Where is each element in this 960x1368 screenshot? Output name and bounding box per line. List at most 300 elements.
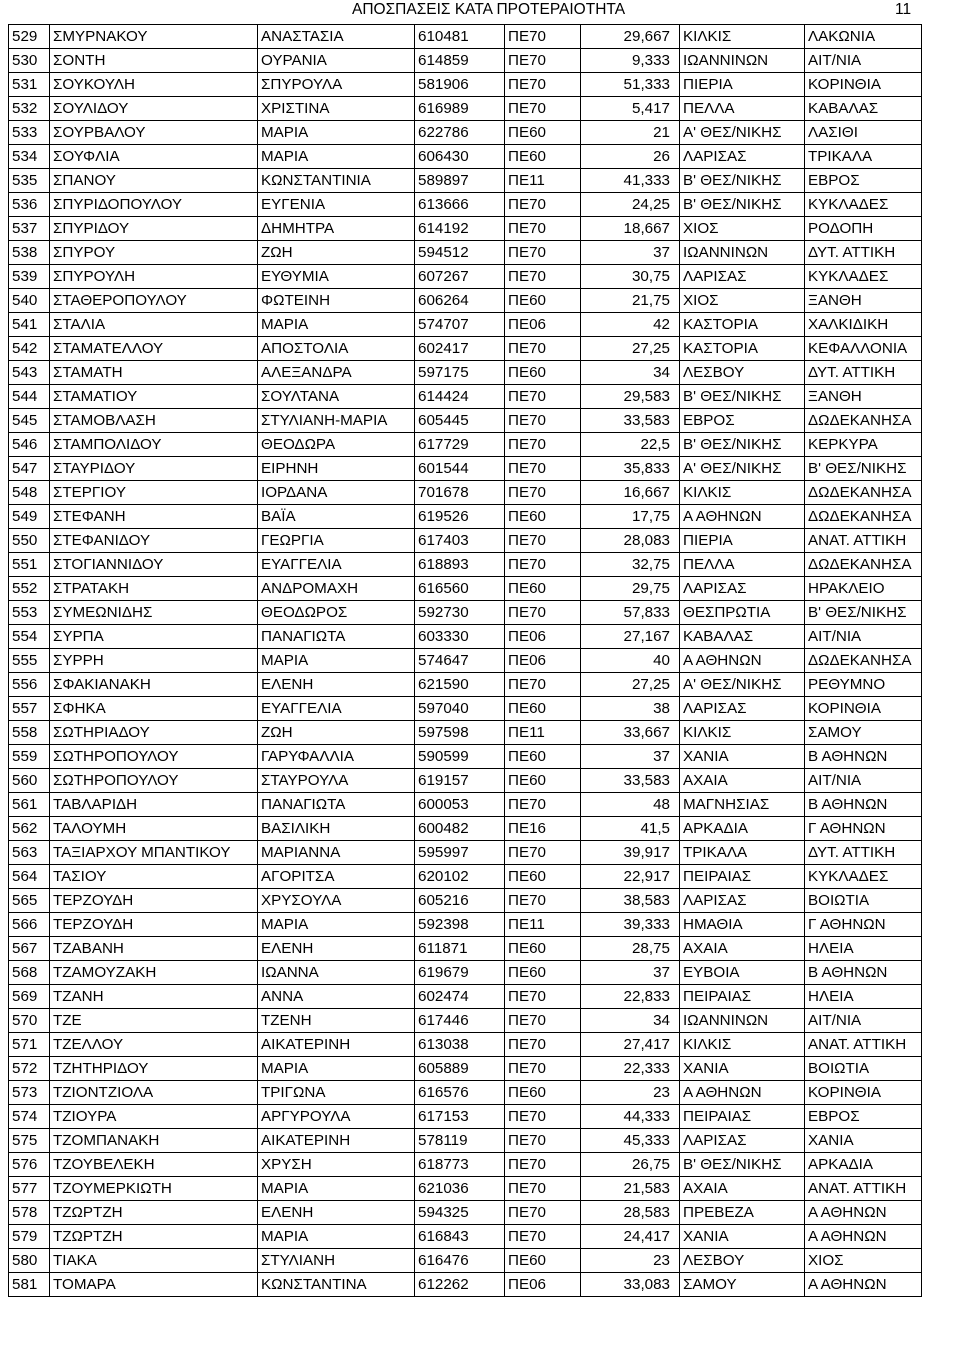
registry-number-cell: 600053 — [415, 793, 505, 817]
first-name-cell: ΔΗΜΗΤΡΑ — [258, 217, 415, 241]
score-cell: 37 — [581, 961, 680, 985]
specialty-cell: ΠΕ70 — [505, 1225, 581, 1249]
registry-number-cell: 701678 — [415, 481, 505, 505]
first-name-cell: ΜΑΡΙΑ — [258, 1177, 415, 1201]
registry-number-cell: 620102 — [415, 865, 505, 889]
table-row — [9, 289, 922, 313]
specialty-cell: ΠΕ11 — [505, 169, 581, 193]
table-row — [9, 721, 922, 745]
registry-number-cell: 594325 — [415, 1201, 505, 1225]
destination-area-cell: ΑΙΤ/ΝΙΑ — [805, 49, 922, 73]
table-row — [9, 1105, 922, 1129]
score-cell: 41,5 — [581, 817, 680, 841]
origin-area-cell: ΛΑΡΙΣΑΣ — [680, 145, 805, 169]
destination-area-cell: ΕΒΡΟΣ — [805, 1105, 922, 1129]
surname-cell: ΤΖΑΜΟΥΖΑΚΗ — [50, 961, 258, 985]
row-index-cell: 542 — [9, 337, 50, 361]
table-row — [9, 169, 922, 193]
surname-cell: ΣΤΑΜΑΤΗ — [50, 361, 258, 385]
surname-cell: ΣΤΡΑΤΑΚΗ — [50, 577, 258, 601]
specialty-cell: ΠΕ16 — [505, 817, 581, 841]
row-index-cell: 557 — [9, 697, 50, 721]
row-index-cell: 581 — [9, 1273, 50, 1297]
registry-number-cell: 589897 — [415, 169, 505, 193]
first-name-cell: ΕΛΕΝΗ — [258, 673, 415, 697]
row-index-cell: 561 — [9, 793, 50, 817]
first-name-cell: ΠΑΝΑΓΙΩΤΑ — [258, 625, 415, 649]
score-cell: 29,583 — [581, 385, 680, 409]
table-row — [9, 313, 922, 337]
origin-area-cell: ΕΒΡΟΣ — [680, 409, 805, 433]
score-cell: 38 — [581, 697, 680, 721]
score-cell: 48 — [581, 793, 680, 817]
first-name-cell: ΓΑΡΥΦΑΛΛΙΑ — [258, 745, 415, 769]
registry-number-cell: 574707 — [415, 313, 505, 337]
table-row — [9, 193, 922, 217]
registry-number-cell: 602474 — [415, 985, 505, 1009]
specialty-cell: ΠΕ70 — [505, 385, 581, 409]
origin-area-cell: ΑΡΚΑΔΙΑ — [680, 817, 805, 841]
first-name-cell: ΤΡΙΓΩΝΑ — [258, 1081, 415, 1105]
destination-area-cell: ΑΙΤ/ΝΙΑ — [805, 625, 922, 649]
score-cell: 57,833 — [581, 601, 680, 625]
origin-area-cell: ΧΙΟΣ — [680, 217, 805, 241]
surname-cell: ΣΠΥΡΙΔΟΥ — [50, 217, 258, 241]
row-index-cell: 573 — [9, 1081, 50, 1105]
destination-area-cell: ΛΑΣΙΘΙ — [805, 121, 922, 145]
specialty-cell: ΠΕ70 — [505, 265, 581, 289]
origin-area-cell: ΠΕΙΡΑΙΑΣ — [680, 1105, 805, 1129]
registry-number-cell: 616576 — [415, 1081, 505, 1105]
specialty-cell: ΠΕ60 — [505, 577, 581, 601]
destination-area-cell: ΞΑΝΘΗ — [805, 385, 922, 409]
table-row — [9, 673, 922, 697]
score-cell: 18,667 — [581, 217, 680, 241]
origin-area-cell: ΙΩΑΝΝΙΝΩΝ — [680, 241, 805, 265]
row-index-cell: 579 — [9, 1225, 50, 1249]
score-cell: 45,333 — [581, 1129, 680, 1153]
origin-area-cell: Α ΑΘΗΝΩΝ — [680, 1081, 805, 1105]
specialty-cell: ΠΕ70 — [505, 481, 581, 505]
surname-cell: ΣΦΗΚΑ — [50, 697, 258, 721]
surname-cell: ΤΕΡΖΟΥΔΗ — [50, 889, 258, 913]
score-cell: 44,333 — [581, 1105, 680, 1129]
origin-area-cell: Β' ΘΕΣ/ΝΙΚΗΣ — [680, 169, 805, 193]
specialty-cell: ΠΕ70 — [505, 25, 581, 49]
destination-area-cell: ΚΥΚΛΑΔΕΣ — [805, 265, 922, 289]
surname-cell: ΣΥΡΡΗ — [50, 649, 258, 673]
registry-number-cell: 594512 — [415, 241, 505, 265]
destination-area-cell: Β ΑΘΗΝΩΝ — [805, 745, 922, 769]
score-cell: 37 — [581, 241, 680, 265]
specialty-cell: ΠΕ70 — [505, 457, 581, 481]
first-name-cell: ΜΑΡΙΑ — [258, 1057, 415, 1081]
table-row — [9, 1249, 922, 1273]
origin-area-cell: ΘΕΣΠΡΩΤΙΑ — [680, 601, 805, 625]
first-name-cell: ΤΖΕΝΗ — [258, 1009, 415, 1033]
destination-area-cell: ΑΝΑΤ. ΑΤΤΙΚΗ — [805, 529, 922, 553]
row-index-cell: 558 — [9, 721, 50, 745]
score-cell: 22,833 — [581, 985, 680, 1009]
table-row — [9, 1033, 922, 1057]
page-number: 11 — [895, 1, 912, 18]
surname-cell: ΤΖΟΜΠΑΝΑΚΗ — [50, 1129, 258, 1153]
table-row — [9, 961, 922, 985]
registry-number-cell: 614192 — [415, 217, 505, 241]
origin-area-cell: ΠΕΙΡΑΙΑΣ — [680, 865, 805, 889]
score-cell: 28,083 — [581, 529, 680, 553]
score-cell: 34 — [581, 361, 680, 385]
row-index-cell: 551 — [9, 553, 50, 577]
destination-area-cell: ΚΕΦΑΛΛΟΝΙΑ — [805, 337, 922, 361]
surname-cell: ΣΦΑΚΙΑΝΑΚΗ — [50, 673, 258, 697]
score-cell: 9,333 — [581, 49, 680, 73]
origin-area-cell: ΙΩΑΝΝΙΝΩΝ — [680, 1009, 805, 1033]
first-name-cell: ΙΟΡΔΑΝΑ — [258, 481, 415, 505]
origin-area-cell: ΠΙΕΡΙΑ — [680, 73, 805, 97]
first-name-cell: ΒΑΣΙΛΙΚΗ — [258, 817, 415, 841]
score-cell: 5,417 — [581, 97, 680, 121]
origin-area-cell: ΛΑΡΙΣΑΣ — [680, 577, 805, 601]
destination-area-cell: ΔΩΔΕΚΑΝΗΣΑ — [805, 553, 922, 577]
first-name-cell: ΕΛΕΝΗ — [258, 937, 415, 961]
table-row — [9, 601, 922, 625]
table-row — [9, 817, 922, 841]
specialty-cell: ΠΕ70 — [505, 793, 581, 817]
first-name-cell: ΑΛΕΞΑΝΔΡΑ — [258, 361, 415, 385]
origin-area-cell: ΚΙΛΚΙΣ — [680, 721, 805, 745]
score-cell: 30,75 — [581, 265, 680, 289]
registry-number-cell: 616560 — [415, 577, 505, 601]
row-index-cell: 550 — [9, 529, 50, 553]
registry-number-cell: 605445 — [415, 409, 505, 433]
table-row — [9, 1273, 922, 1297]
surname-cell: ΣΩΤΗΡΟΠΟΥΛΟΥ — [50, 745, 258, 769]
origin-area-cell: ΙΩΑΝΝΙΝΩΝ — [680, 49, 805, 73]
score-cell: 23 — [581, 1249, 680, 1273]
origin-area-cell: ΛΑΡΙΣΑΣ — [680, 697, 805, 721]
registry-number-cell: 605216 — [415, 889, 505, 913]
specialty-cell: ΠΕ70 — [505, 97, 581, 121]
surname-cell: ΣΥΜΕΩΝΙΔΗΣ — [50, 601, 258, 625]
origin-area-cell: ΗΜΑΘΙΑ — [680, 913, 805, 937]
destination-area-cell: ΡΕΘΥΜΝΟ — [805, 673, 922, 697]
registry-number-cell: 601544 — [415, 457, 505, 481]
surname-cell: ΣΩΤΗΡΟΠΟΥΛΟΥ — [50, 769, 258, 793]
row-index-cell: 543 — [9, 361, 50, 385]
surname-cell: ΣΥΡΠΑ — [50, 625, 258, 649]
row-index-cell: 567 — [9, 937, 50, 961]
surname-cell: ΣΤΟΓΙΑΝΝΙΔΟΥ — [50, 553, 258, 577]
table-row — [9, 337, 922, 361]
destination-area-cell: ΔΩΔΕΚΑΝΗΣΑ — [805, 505, 922, 529]
row-index-cell: 545 — [9, 409, 50, 433]
specialty-cell: ΠΕ06 — [505, 649, 581, 673]
registry-number-cell: 592730 — [415, 601, 505, 625]
specialty-cell: ΠΕ60 — [505, 361, 581, 385]
first-name-cell: ΣΤΥΛΙΑΝΗ-ΜΑΡΙΑ — [258, 409, 415, 433]
specialty-cell: ΠΕ70 — [505, 529, 581, 553]
row-index-cell: 549 — [9, 505, 50, 529]
surname-cell: ΣΟΝΤΗ — [50, 49, 258, 73]
surname-cell: ΣΟΥΦΛΙΑ — [50, 145, 258, 169]
registry-number-cell: 611871 — [415, 937, 505, 961]
destination-area-cell: ΗΛΕΙΑ — [805, 937, 922, 961]
origin-area-cell: Α ΑΘΗΝΩΝ — [680, 505, 805, 529]
score-cell: 28,75 — [581, 937, 680, 961]
first-name-cell: ΣΠΥΡΟΥΛΑ — [258, 73, 415, 97]
registry-number-cell: 621036 — [415, 1177, 505, 1201]
row-index-cell: 556 — [9, 673, 50, 697]
surname-cell: ΣΤΑΛΙΑ — [50, 313, 258, 337]
row-index-cell: 568 — [9, 961, 50, 985]
registry-number-cell: 581906 — [415, 73, 505, 97]
destination-area-cell: ΔΩΔΕΚΑΝΗΣΑ — [805, 481, 922, 505]
first-name-cell: ΕΥΑΓΓΕΛΙΑ — [258, 553, 415, 577]
table-row — [9, 433, 922, 457]
first-name-cell: ΣΤΑΥΡΟΥΛΑ — [258, 769, 415, 793]
registry-number-cell: 617403 — [415, 529, 505, 553]
row-index-cell: 540 — [9, 289, 50, 313]
row-index-cell: 576 — [9, 1153, 50, 1177]
origin-area-cell: Β' ΘΕΣ/ΝΙΚΗΣ — [680, 433, 805, 457]
first-name-cell: ΜΑΡΙΑΝΝΑ — [258, 841, 415, 865]
first-name-cell: ΚΩΝΣΤΑΝΤΙΝΑ — [258, 1273, 415, 1297]
page-title: ΑΠΟΣΠΑΣΕΙΣ ΚΑΤΑ ΠΡΟΤΕΡΑΙΟΤΗΤΑ — [352, 1, 626, 18]
specialty-cell: ΠΕ70 — [505, 1009, 581, 1033]
origin-area-cell: ΧΑΝΙΑ — [680, 1057, 805, 1081]
specialty-cell: ΠΕ70 — [505, 673, 581, 697]
surname-cell: ΤΑΣΙΟΥ — [50, 865, 258, 889]
row-index-cell: 565 — [9, 889, 50, 913]
score-cell: 39,917 — [581, 841, 680, 865]
specialty-cell: ΠΕ70 — [505, 601, 581, 625]
table-row — [9, 481, 922, 505]
row-index-cell: 574 — [9, 1105, 50, 1129]
score-cell: 27,167 — [581, 625, 680, 649]
score-cell: 23 — [581, 1081, 680, 1105]
registry-number-cell: 617153 — [415, 1105, 505, 1129]
registry-number-cell: 606264 — [415, 289, 505, 313]
surname-cell: ΣΠΥΡΙΔΟΠΟΥΛΟΥ — [50, 193, 258, 217]
specialty-cell: ΠΕ60 — [505, 697, 581, 721]
first-name-cell: ΕΙΡΗΝΗ — [258, 457, 415, 481]
score-cell: 29,667 — [581, 25, 680, 49]
surname-cell: ΤΖΑΝΗ — [50, 985, 258, 1009]
table-row — [9, 1201, 922, 1225]
score-cell: 33,583 — [581, 409, 680, 433]
destination-area-cell: ΔΥΤ. ΑΤΤΙΚΗ — [805, 241, 922, 265]
first-name-cell: ΕΥΓΕΝΙΑ — [258, 193, 415, 217]
surname-cell: ΣΤΕΦΑΝΙΔΟΥ — [50, 529, 258, 553]
score-cell: 26,75 — [581, 1153, 680, 1177]
row-index-cell: 541 — [9, 313, 50, 337]
registry-number-cell: 578119 — [415, 1129, 505, 1153]
origin-area-cell: ΠΕΙΡΑΙΑΣ — [680, 985, 805, 1009]
origin-area-cell: ΑΧΑΙΑ — [680, 769, 805, 793]
origin-area-cell: ΧΙΟΣ — [680, 289, 805, 313]
specialty-cell: ΠΕ60 — [505, 145, 581, 169]
destination-area-cell: ΔΥΤ. ΑΤΤΙΚΗ — [805, 361, 922, 385]
destination-area-cell: ΔΩΔΕΚΑΝΗΣΑ — [805, 649, 922, 673]
registry-number-cell: 607267 — [415, 265, 505, 289]
specialty-cell: ΠΕ60 — [505, 769, 581, 793]
surname-cell: ΤΖΗΤΗΡΙΔΟΥ — [50, 1057, 258, 1081]
row-index-cell: 546 — [9, 433, 50, 457]
specialty-cell: ΠΕ70 — [505, 1057, 581, 1081]
first-name-cell: ΧΡΥΣΗ — [258, 1153, 415, 1177]
surname-cell: ΣΟΥΛΙΔΟΥ — [50, 97, 258, 121]
registry-number-cell: 618773 — [415, 1153, 505, 1177]
row-index-cell: 538 — [9, 241, 50, 265]
priority-table — [8, 24, 922, 1297]
specialty-cell: ΠΕ60 — [505, 121, 581, 145]
specialty-cell: ΠΕ70 — [505, 1033, 581, 1057]
table-row — [9, 49, 922, 73]
origin-area-cell: ΛΕΣΒΟΥ — [680, 1249, 805, 1273]
specialty-cell: ΠΕ70 — [505, 1105, 581, 1129]
first-name-cell: ΜΑΡΙΑ — [258, 145, 415, 169]
first-name-cell: ΑΝΔΡΟΜΑΧΗ — [258, 577, 415, 601]
surname-cell: ΣΟΥΚΟΥΛΗ — [50, 73, 258, 97]
specialty-cell: ΠΕ60 — [505, 1081, 581, 1105]
row-index-cell: 560 — [9, 769, 50, 793]
origin-area-cell: ΧΑΝΙΑ — [680, 1225, 805, 1249]
table-row — [9, 697, 922, 721]
surname-cell: ΣΠΑΝΟΥ — [50, 169, 258, 193]
registry-number-cell: 619157 — [415, 769, 505, 793]
surname-cell: ΤΙΑΚΑ — [50, 1249, 258, 1273]
destination-area-cell: ΚΥΚΛΑΔΕΣ — [805, 865, 922, 889]
origin-area-cell: ΕΥΒΟΙΑ — [680, 961, 805, 985]
table-row — [9, 769, 922, 793]
score-cell: 22,5 — [581, 433, 680, 457]
specialty-cell: ΠΕ60 — [505, 505, 581, 529]
origin-area-cell: ΜΑΓΝΗΣΙΑΣ — [680, 793, 805, 817]
row-index-cell: 553 — [9, 601, 50, 625]
destination-area-cell: ΧΑΛΚΙΔΙΚΗ — [805, 313, 922, 337]
row-index-cell: 539 — [9, 265, 50, 289]
table-row — [9, 97, 922, 121]
table-row — [9, 1177, 922, 1201]
first-name-cell: ΣΤΥΛΙΑΝΗ — [258, 1249, 415, 1273]
table-row — [9, 217, 922, 241]
origin-area-cell: ΚΙΛΚΙΣ — [680, 1033, 805, 1057]
registry-number-cell: 614424 — [415, 385, 505, 409]
registry-number-cell: 597040 — [415, 697, 505, 721]
row-index-cell: 547 — [9, 457, 50, 481]
origin-area-cell: Β' ΘΕΣ/ΝΙΚΗΣ — [680, 1153, 805, 1177]
specialty-cell: ΠΕ70 — [505, 337, 581, 361]
row-index-cell: 554 — [9, 625, 50, 649]
origin-area-cell: Β' ΘΕΣ/ΝΙΚΗΣ — [680, 385, 805, 409]
table-row — [9, 409, 922, 433]
first-name-cell: ΒΑΪΑ — [258, 505, 415, 529]
specialty-cell: ΠΕ06 — [505, 313, 581, 337]
score-cell: 21,75 — [581, 289, 680, 313]
first-name-cell: ΑΓΟΡΙΤΣΑ — [258, 865, 415, 889]
specialty-cell: ΠΕ70 — [505, 1129, 581, 1153]
specialty-cell: ΠΕ70 — [505, 553, 581, 577]
row-index-cell: 564 — [9, 865, 50, 889]
destination-area-cell: Α ΑΘΗΝΩΝ — [805, 1201, 922, 1225]
origin-area-cell: ΚΑΒΑΛΑΣ — [680, 625, 805, 649]
table-row — [9, 745, 922, 769]
origin-area-cell: Α ΑΘΗΝΩΝ — [680, 649, 805, 673]
specialty-cell: ΠΕ60 — [505, 961, 581, 985]
first-name-cell: ΜΑΡΙΑ — [258, 1225, 415, 1249]
destination-area-cell: Β ΑΘΗΝΩΝ — [805, 793, 922, 817]
score-cell: 40 — [581, 649, 680, 673]
score-cell: 37 — [581, 745, 680, 769]
specialty-cell: ΠΕ11 — [505, 721, 581, 745]
origin-area-cell: ΑΧΑΙΑ — [680, 1177, 805, 1201]
surname-cell: ΤΖΕ — [50, 1009, 258, 1033]
first-name-cell: ΑΝΑΣΤΑΣΙΑ — [258, 25, 415, 49]
origin-area-cell: Α' ΘΕΣ/ΝΙΚΗΣ — [680, 673, 805, 697]
destination-area-cell: ΧΑΝΙΑ — [805, 1129, 922, 1153]
origin-area-cell: ΣΑΜΟΥ — [680, 1273, 805, 1297]
table-row — [9, 241, 922, 265]
origin-area-cell: ΚΑΣΤΟΡΙΑ — [680, 313, 805, 337]
table-row — [9, 577, 922, 601]
score-cell: 24,25 — [581, 193, 680, 217]
registry-number-cell: 610481 — [415, 25, 505, 49]
table-row — [9, 121, 922, 145]
surname-cell: ΤΑΞΙΑΡΧΟΥ ΜΠΑΝΤΙΚΟΥ — [50, 841, 258, 865]
score-cell: 27,417 — [581, 1033, 680, 1057]
score-cell: 33,083 — [581, 1273, 680, 1297]
table-row — [9, 1153, 922, 1177]
first-name-cell: ΘΕΟΔΩΡΟΣ — [258, 601, 415, 625]
origin-area-cell: ΛΑΡΙΣΑΣ — [680, 889, 805, 913]
origin-area-cell: ΛΕΣΒΟΥ — [680, 361, 805, 385]
specialty-cell: ΠΕ60 — [505, 745, 581, 769]
row-index-cell: 531 — [9, 73, 50, 97]
first-name-cell: ΖΩΗ — [258, 721, 415, 745]
registry-number-cell: 617729 — [415, 433, 505, 457]
score-cell: 21 — [581, 121, 680, 145]
specialty-cell: ΠΕ60 — [505, 1249, 581, 1273]
score-cell: 29,75 — [581, 577, 680, 601]
row-index-cell: 580 — [9, 1249, 50, 1273]
destination-area-cell: ΧΙΟΣ — [805, 1249, 922, 1273]
registry-number-cell: 618893 — [415, 553, 505, 577]
registry-number-cell: 613666 — [415, 193, 505, 217]
surname-cell: ΤΖΩΡΤΖΗ — [50, 1201, 258, 1225]
registry-number-cell: 612262 — [415, 1273, 505, 1297]
destination-area-cell: ΡΟΔΟΠΗ — [805, 217, 922, 241]
registry-number-cell: 616476 — [415, 1249, 505, 1273]
score-cell: 35,833 — [581, 457, 680, 481]
row-index-cell: 566 — [9, 913, 50, 937]
registry-number-cell: 616843 — [415, 1225, 505, 1249]
row-index-cell: 533 — [9, 121, 50, 145]
table-row — [9, 457, 922, 481]
surname-cell: ΤΑΛΟΥΜΗ — [50, 817, 258, 841]
origin-area-cell: ΤΡΙΚΑΛΑ — [680, 841, 805, 865]
score-cell: 32,75 — [581, 553, 680, 577]
row-index-cell: 537 — [9, 217, 50, 241]
score-cell: 27,25 — [581, 337, 680, 361]
destination-area-cell: ΚΟΡΙΝΘΙΑ — [805, 1081, 922, 1105]
table-row — [9, 145, 922, 169]
registry-number-cell: 622786 — [415, 121, 505, 145]
table-row — [9, 913, 922, 937]
specialty-cell: ΠΕ70 — [505, 241, 581, 265]
destination-area-cell: ΣΑΜΟΥ — [805, 721, 922, 745]
surname-cell: ΣΩΤΗΡΙΑΔΟΥ — [50, 721, 258, 745]
